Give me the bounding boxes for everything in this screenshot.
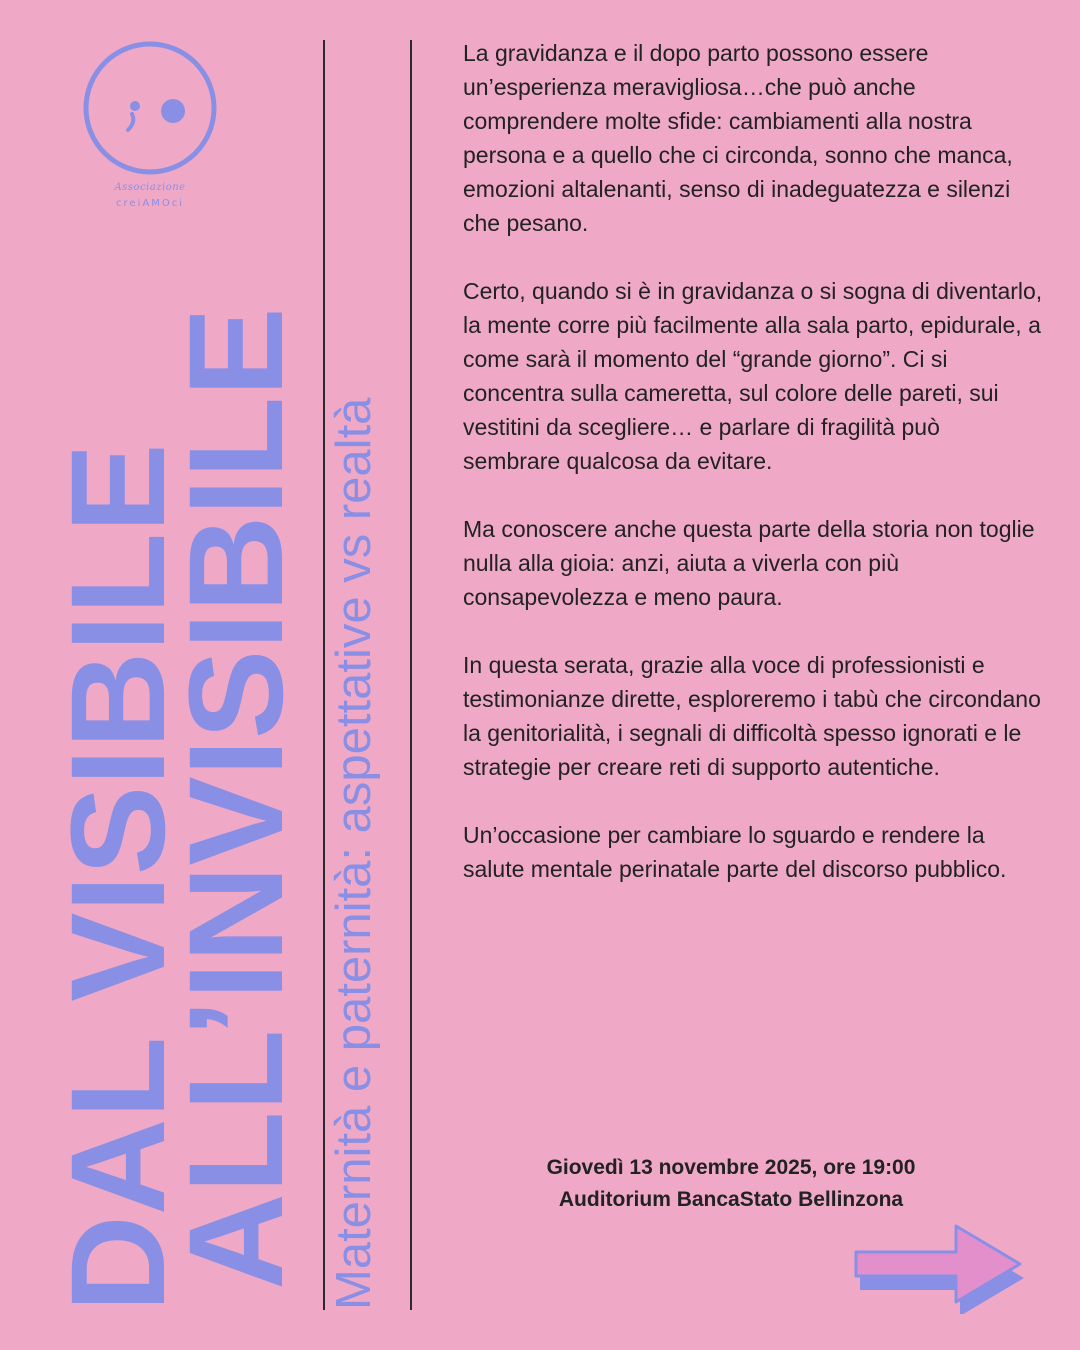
divider-right: [410, 40, 412, 1310]
paragraph: Ma conoscere anche questa parte della storia non toglie nulla alla gioia: anzi, aiuta a viverla con più consapevolezza e meno paura.: [463, 516, 1035, 610]
logo-name: creiAMOci: [116, 198, 184, 209]
paragraph: In questa serata, grazie alla voce di professionisti e testimonianze dirette, esploreremo i tabù che circondano la genitorialità, i segnali di difficoltà spesso ignorati e le strategie per creare reti di supporto autentiche.: [463, 652, 1041, 780]
logo-script-text: Associazione: [114, 182, 186, 193]
event-venue: Auditorium BancaStato Bellinzona: [558, 1188, 904, 1211]
event-info: [463, 1152, 999, 1216]
title-line-1: DAL VISIBILE: [44, 443, 193, 1312]
subtitle: Maternità e paternità: aspettative vs realtà: [327, 397, 381, 1310]
semicolon-smiley-icon: [82, 40, 218, 176]
arrow-right-icon[interactable]: [848, 1214, 1028, 1314]
title-line-2: ALL’INVISIBILE: [162, 307, 311, 1290]
paragraph: Certo, quando si è in gravidanza o si sogna di diventarlo, la mente corre più facilmente alla sala parto, epidurale, a come sarà il momento del “grande giorno”. Ci si concentra sulla cameretta, sul colore delle pareti, sui vestitini da scegliere… e parlare di fragilità può sembrare qualcosa da evitare.: [463, 278, 1043, 474]
divider-left: [323, 40, 325, 1310]
logo: [82, 40, 218, 209]
paragraph: Un’occasione per cambiare lo sguardo e rendere la salute mentale perinatale parte del discorso pubblico.: [463, 822, 1007, 882]
body-text: [463, 36, 1043, 920]
paragraph: La gravidanza e il dopo parto possono essere un’esperienza meravigliosa…che può anche comprendere molte sfide: cambiamenti alla nostra persona e a quello che ci circonda, sonno che manca, emozioni altalenanti, senso di inadeguatezza e silenzi che pesano.: [463, 40, 1013, 236]
event-date: Giovedì 13 novembre 2025, ore 19:00: [546, 1156, 916, 1179]
